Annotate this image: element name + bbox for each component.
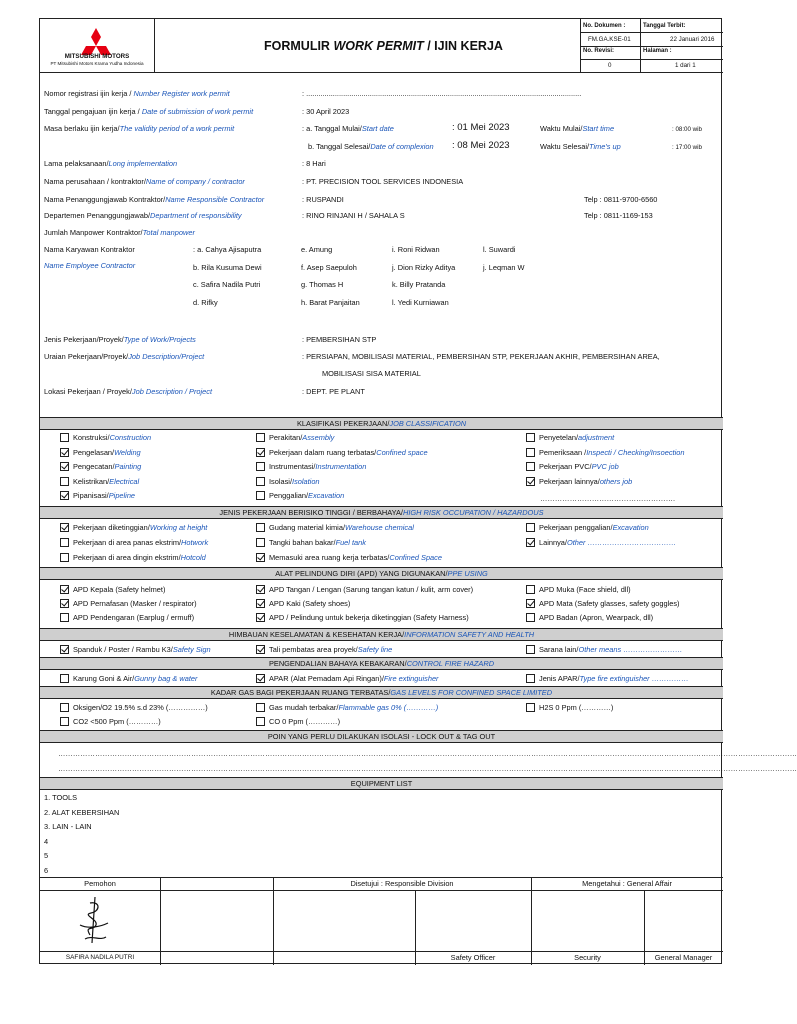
job_class-checkbox-7[interactable]	[256, 462, 265, 471]
job_class-label-id: Pengecatan/	[73, 462, 115, 471]
employee-name: l. Suwardi	[483, 245, 516, 254]
info_safety-label-1	[269, 646, 392, 655]
high_risk-label-id: Pekerjaan di area dingin ekstrim/	[73, 553, 181, 562]
high_risk-label-id: Gudang material kimia/	[269, 523, 345, 532]
ppe-label-id: APD Kepala (Safety helmet)	[73, 585, 166, 594]
job_class-label-id: Kelistrikan/	[73, 476, 110, 486]
high_risk-label-id: Tangki bahan bakar/	[269, 538, 336, 547]
ppe-label-2	[539, 586, 631, 595]
work-type-value: : PEMBERSIHAN STP	[302, 335, 377, 344]
job_class-label-id: Penyetelan/	[539, 433, 579, 442]
responsible-label: Nama Penanggungjawab Kontraktor/Name Responsible Contractor	[44, 195, 265, 204]
high_risk-label-1	[269, 524, 414, 533]
company-subsidiary: PT Mitsubishi Motors Krama Yudha Indonesia	[50, 61, 144, 66]
equipment-item: 1. TOOLS	[44, 793, 78, 802]
info_safety-label-en: Other means ……………………	[578, 645, 683, 654]
high_risk-label-id: Lainnya/	[539, 538, 567, 547]
job_class-label-id: Isolasi/	[269, 476, 293, 486]
job_class-checkbox-12[interactable]	[60, 491, 69, 500]
job_class-label-en: adjustment	[578, 433, 615, 442]
gas-checkbox-4[interactable]	[256, 717, 265, 726]
job_class-label-en: Electrical	[109, 476, 140, 486]
ppe-label-id: APD Pendengaran (Earplug / ermuff)	[73, 613, 195, 622]
high_risk-label-id: Pekerjaan di area panas ekstrim/	[73, 538, 182, 547]
job_class-checkbox-10[interactable]	[256, 477, 265, 486]
reg-value: : ......................................................................................................................................	[302, 89, 582, 98]
job_class-label-10	[269, 478, 320, 487]
gas-label-en: Flammable gas 0% (…………)	[338, 703, 439, 712]
info_safety-checkbox-0[interactable]	[60, 645, 69, 654]
ppe-label-3	[73, 600, 197, 609]
job_class-label-en: PVC job	[591, 462, 619, 471]
job_class-label-id: Pekerjaan PVC/	[539, 462, 592, 471]
start-time-label: Waktu Mulai/Start time	[540, 124, 615, 133]
high_risk-label-7	[269, 554, 442, 563]
end-time-label: Waktu Selesai/Time's up	[540, 142, 621, 151]
signature-scribble	[70, 895, 120, 947]
responsible-value: : RUSPANDI	[302, 195, 344, 204]
applicant-header: Pemohon	[84, 879, 116, 888]
gas-checkbox-3[interactable]	[60, 717, 69, 726]
job_class-label-12	[73, 492, 135, 501]
job_class-label-en: Inspecti / Checking/Insoection	[586, 447, 685, 457]
submission-label: Tanggal pengajuan ijin kerja / Date of submission of work permit	[44, 107, 254, 116]
employee-name: k. Billy Pratanda	[392, 280, 446, 289]
ppe-checkbox-5[interactable]	[526, 599, 535, 608]
work-type-label: Jenis Pekerjaan/Proyek/Type of Work/Projects	[44, 335, 196, 344]
job_class-label-4	[269, 449, 428, 458]
job_class-label-9	[73, 478, 139, 487]
equipment-item: 2. ALAT KEBERSIHAN	[44, 807, 120, 817]
department-label: Departemen Penanggungjawab/Department of responsibility	[44, 211, 242, 220]
section-ppe: ALAT PELINDUNG DIRI (APD) YANG DIGUNAKAN/PPE USING	[40, 567, 723, 580]
gas-label-3	[73, 718, 161, 727]
issued-label: Tanggal Terbit:	[643, 23, 686, 29]
equipment-item: 6	[44, 865, 49, 875]
fire-checkbox-2[interactable]	[526, 674, 535, 683]
job_class-checkbox-2[interactable]	[526, 433, 535, 442]
role-general-manager: General Manager	[654, 953, 713, 962]
high_risk-label-3	[73, 539, 208, 548]
employee-name: e. Amung	[301, 245, 333, 254]
info_safety-label-id: Sarana lain/	[539, 645, 579, 654]
gas-label-id: CO2 <500 Ppm (…………)	[73, 717, 161, 726]
employee-name: f. Asep Saepuloh	[301, 262, 357, 272]
form-title: FORMULIR WORK PERMIT / IJIN KERJA	[264, 39, 503, 53]
high_risk-label-en: Other ………………………………	[566, 538, 677, 547]
role-safety-officer: Safety Officer	[450, 953, 496, 962]
job_class-checkbox-6[interactable]	[60, 462, 69, 471]
job_class-label-13	[269, 492, 344, 501]
role-security: Security	[574, 953, 601, 962]
job_class-label-en: Isolation	[292, 476, 320, 486]
ppe-checkbox-8[interactable]	[526, 613, 535, 622]
end-date-label: b. Tanggal Selesai/Date of complexion	[308, 142, 434, 151]
job_class-checkbox-1[interactable]	[256, 433, 265, 442]
fire-label-2	[539, 675, 689, 684]
job_class-label-6	[73, 463, 141, 472]
gas-checkbox-0[interactable]	[60, 703, 69, 712]
high_risk-label-en: Fuel tank	[335, 538, 366, 547]
job_class-label-id: Konstruksi/	[73, 433, 110, 442]
section-job-classification: KLASIFIKASI PEKERJAAN/JOB CLASSIFICATION	[40, 417, 723, 430]
employee-name: b. Rila Kusuma Dewi	[193, 262, 262, 272]
ppe-label-id: APD Badan (Apron, Wearpack, dll)	[539, 613, 654, 622]
ppe-label-id: APD Pernafasan (Masker / respirator)	[73, 599, 197, 608]
high_risk-label-id: Memasuki area ruang kerja terbatas/	[269, 553, 390, 562]
high_risk-label-en: Excavation	[612, 523, 649, 532]
section-high-risk: JENIS PEKERJAAN BERISIKO TINGGI / BERBAHAYA/HIGH RISK OCCUPATION / HAZARDOUS	[40, 506, 723, 519]
fire-checkbox-0[interactable]	[60, 674, 69, 683]
department-value: : RINO RINJANI H / SAHALA S	[302, 211, 405, 220]
info_safety-label-en: Safety Sign	[172, 645, 211, 654]
end-time-value: : 17:00 wib	[672, 144, 702, 151]
job-desc-label: Uraian Pekerjaan/Proyek/Job Description/Project	[44, 352, 205, 361]
end-date-value: : 08 Mei 2023	[452, 140, 510, 151]
fire-label-id: APAR (Alat Pemadam Api Ringan)/	[269, 674, 384, 683]
job_class-label-en: others job	[599, 476, 633, 486]
fire-label-en: Gunny bag & water	[134, 674, 198, 683]
ppe-checkbox-6[interactable]	[60, 613, 69, 622]
duration-label: Lama pelaksanaan/Long implementation	[44, 159, 178, 168]
high_risk-label-4	[269, 539, 366, 548]
employees-label-en: Name Employee Contractor	[44, 261, 136, 270]
equipment-item: 5	[44, 851, 49, 860]
reg-label: Nomor registrasi ijin kerja / Number Register work permit	[44, 89, 230, 98]
lockout-line-1: …………………………………………………………………………………………………………………………………………………………………………………………………………………………………………………………………………	[58, 749, 797, 758]
ppe-label-1	[269, 586, 473, 595]
fire-checkbox-1[interactable]	[256, 674, 265, 683]
job_class-label-id: Perakitan/	[269, 433, 303, 442]
employee-name: g. Thomas H	[301, 280, 344, 289]
high_risk-label-en: Working at height	[149, 523, 208, 532]
job_class-label-id: Pekerjaan dalam ruang terbatas/	[269, 447, 377, 457]
issued-date: 22 Januari 2016	[670, 36, 715, 43]
high_risk-checkbox-2[interactable]	[526, 523, 535, 532]
ppe-label-id: APD / Pelindung untuk bekerja diketinggian (Safety Harness)	[269, 613, 469, 622]
location-label: Lokasi Pekerjaan / Proyek/Job Description / Project	[44, 387, 213, 396]
ppe-label-id: APD Muka (Face shield, dll)	[539, 585, 631, 594]
fire-label-0	[73, 675, 198, 684]
job_class-label-2	[539, 434, 614, 443]
section-equipment: EQUIPMENT LIST	[40, 777, 723, 790]
ppe-checkbox-1[interactable]	[256, 585, 265, 594]
employee-name: j. Leqman W	[483, 262, 525, 272]
high_risk-checkbox-0[interactable]	[60, 523, 69, 532]
fire-label-en: Fire extinguisher	[383, 674, 439, 683]
high_risk-checkbox-3[interactable]	[60, 538, 69, 547]
ppe-label-id: APD Kaki (Safety shoes)	[269, 599, 351, 608]
info_safety-checkbox-1[interactable]	[256, 645, 265, 654]
job_class-label-id: Pekerjaan lainnya/	[539, 476, 600, 486]
job_class-label-3	[73, 449, 141, 458]
gas-label-0	[73, 704, 208, 713]
job-class-other-dots: ……………………………………………….	[540, 494, 676, 503]
job_class-label-en: Instrumentation	[315, 462, 367, 471]
employee-name: j. Dion Rizky Aditya	[392, 262, 456, 272]
high_risk-label-6	[73, 554, 206, 563]
location-value: : DEPT. PE PLANT	[302, 387, 365, 396]
employee-name: l. Yedi Kurniawan	[392, 297, 449, 307]
section-lockout: POIN YANG PERLU DILAKUKAN ISOLASI - LOCK OUT & TAG OUT	[40, 730, 723, 743]
ppe-label-6	[73, 614, 194, 623]
ppe-checkbox-7[interactable]	[256, 613, 265, 622]
info_safety-label-2	[539, 646, 682, 655]
gas-label-2	[539, 704, 613, 713]
start-time-value: : 08:00 wib	[672, 126, 702, 133]
start-date-value: : 01 Mei 2023	[452, 122, 510, 133]
job_class-checkbox-13[interactable]	[256, 491, 265, 500]
gas-checkbox-1[interactable]	[256, 703, 265, 712]
page-no: 1 dari 1	[675, 62, 696, 69]
high_risk-label-en: Warehouse chemical	[345, 523, 414, 532]
submission-value: : 30 April 2023	[302, 107, 350, 116]
job_class-label-id: Penggalian/	[269, 491, 309, 500]
fire-label-id: Karung Goni & Air/	[73, 674, 135, 683]
info_safety-checkbox-2[interactable]	[526, 645, 535, 654]
info_safety-label-id: Tali pembatas area proyek/	[269, 645, 358, 654]
job_class-label-5	[539, 449, 684, 458]
company-label: Nama perusahaan / kontraktor/Name of company / contractor	[44, 177, 245, 186]
gas-label-id: Oksigen/O2 19.5% s.d 23% (……………)	[73, 703, 208, 712]
applicant-name: SAFIRA NADILA PUTRI	[65, 954, 135, 961]
high_risk-label-en: Hotcold	[180, 553, 206, 562]
manpower-label: Jumlah Manpower Kontraktor/Total manpower	[44, 228, 195, 237]
employee-name: c. Safira Nadila Putri	[193, 280, 261, 289]
ppe-label-0	[73, 586, 165, 595]
job_class-checkbox-3[interactable]	[60, 448, 69, 457]
job_class-label-id: Pemeriksaan /	[539, 447, 587, 457]
ppe-checkbox-0[interactable]	[60, 585, 69, 594]
high_risk-label-5	[539, 539, 676, 548]
high_risk-label-en: Hotwork	[181, 538, 209, 547]
company-value: : PT. PRECISION TOOL SERVICES INDONESIA	[302, 177, 464, 186]
section-safety-info: HIMBAUAN KESELAMATAN & KESEHATAN KERJA/INFORMATION SAFETY AND HEALTH	[40, 628, 723, 641]
responsible-phone: Telp : 0811-9700-6560	[584, 195, 658, 204]
fire-label-en: Type fire extinguisher ……………	[579, 674, 689, 683]
ppe-label-id: APD Mata (Safety glasses, safety goggles)	[539, 599, 680, 608]
equipment-item: 3. LAIN - LAIN	[44, 822, 92, 831]
info_safety-label-en: Safety line	[357, 645, 393, 654]
approved-header: Disetujui : Responsible Division	[350, 879, 454, 888]
job_class-checkbox-5[interactable]	[526, 448, 535, 457]
high_risk-label-2	[539, 524, 649, 533]
job_class-label-en: Construction	[109, 433, 152, 442]
ppe-label-7	[269, 614, 469, 623]
high_risk-label-id: Pekerjaan penggalian/	[539, 523, 613, 532]
employee-name: i. Roni Ridwan	[392, 245, 440, 254]
gas-label-id: CO 0 Ppm (…………)	[269, 717, 341, 726]
job_class-label-1	[269, 434, 334, 443]
gas-checkbox-2[interactable]	[526, 703, 535, 712]
job_class-label-en: Painting	[114, 462, 142, 471]
section-gas-levels: KADAR GAS BAGI PEKERJAAN RUANG TERBATAS/GAS LEVELS FOR CONFINED SPACE LIMITED	[40, 686, 723, 699]
department-phone: Telp : 0811-1169-153	[584, 211, 653, 220]
form-header	[40, 19, 723, 73]
gas-label-id: Gas mudah terbakar/	[269, 703, 339, 712]
section-fire-control: PENGENDALIAN BAHAYA KEBAKARAN/CONTROL FIRE HAZARD	[40, 657, 723, 670]
start-date-label: : a. Tanggal Mulai/Start date	[302, 124, 394, 133]
high_risk-checkbox-5[interactable]	[526, 538, 535, 547]
gas-label-1	[269, 704, 438, 713]
job_class-label-en: Pipeline	[108, 491, 136, 500]
work-permit-form	[39, 18, 797, 964]
fire-label-1	[269, 675, 439, 684]
job_class-label-id: Pengelasan/	[73, 447, 115, 457]
job-desc-value-1: : PERSIAPAN, MOBILISASI MATERIAL, PEMBERSIHAN STP, PEKERJAAN AKHIR, PEMBERSIHAN AREA,	[302, 352, 660, 361]
company-name: MITSUBISHI MOTORS	[64, 53, 130, 60]
ppe-label-4	[269, 600, 350, 609]
high_risk-checkbox-7[interactable]	[256, 553, 265, 562]
gas-label-4	[269, 718, 340, 727]
lockout-line-2: …………………………………………………………………………………………………………………………………………………………………………………………………………………………………………………………………………	[58, 764, 797, 773]
high_risk-checkbox-1[interactable]	[256, 523, 265, 532]
employee-name: : a. Cahya Ajisaputra	[193, 245, 262, 254]
job_class-label-en: Excavation	[308, 491, 345, 500]
job_class-checkbox-9[interactable]	[60, 477, 69, 486]
job_class-label-8	[539, 463, 619, 472]
high_risk-label-0	[73, 524, 207, 533]
employee-name: h. Barat Panjaitan	[301, 297, 360, 307]
doc-no-label: No. Dokumen :	[583, 23, 626, 29]
ppe-checkbox-4[interactable]	[256, 599, 265, 608]
ppe-checkbox-2[interactable]	[526, 585, 535, 594]
job_class-label-7	[269, 463, 366, 472]
job_class-label-0	[73, 434, 151, 443]
employee-name: d. Rifky	[193, 297, 218, 307]
ppe-label-id: APD Tangan / Lengan (Sarung tangan katun / kulit, arm cover)	[269, 585, 474, 594]
acknowledged-header: Mengetahui : General Affair	[582, 879, 672, 888]
job_class-checkbox-0[interactable]	[60, 433, 69, 442]
job_class-label-11	[539, 478, 632, 487]
equipment-item: 4	[44, 836, 49, 846]
doc-no: FM.GA.KSE-01	[588, 36, 631, 43]
high_risk-checkbox-4[interactable]	[256, 538, 265, 547]
job_class-label-en: Confined space	[376, 447, 428, 457]
info_safety-label-0	[73, 646, 211, 655]
job_class-checkbox-8[interactable]	[526, 462, 535, 471]
ppe-label-8	[539, 614, 653, 623]
high_risk-label-en: Confined Space	[389, 553, 442, 562]
ppe-label-5	[539, 600, 680, 609]
high_risk-checkbox-6[interactable]	[60, 553, 69, 562]
job_class-checkbox-11[interactable]	[526, 477, 535, 486]
job_class-label-id: Instrumentasi/	[269, 462, 316, 471]
employees-label: Nama Karyawan Kontraktor	[44, 245, 135, 254]
high_risk-label-id: Pekerjaan diketinggian/	[73, 523, 150, 532]
job_class-label-en: Welding	[114, 447, 141, 457]
page-label: Halaman :	[643, 48, 672, 54]
rev-label: No. Revisi:	[583, 48, 615, 54]
duration-value: : 8 Hari	[302, 159, 326, 168]
rev-no: 0	[608, 62, 612, 69]
job_class-label-en: Assembly	[302, 433, 335, 442]
job-desc-value-2: MOBILISASI SISA MATERIAL	[322, 369, 421, 378]
job_class-label-id: Pipanisasi/	[73, 491, 109, 500]
fire-label-id: Jenis APAR/	[539, 674, 580, 683]
info_safety-label-id: Spanduk / Poster / Rambu K3/	[73, 645, 173, 654]
ppe-checkbox-3[interactable]	[60, 599, 69, 608]
gas-label-id: H2S 0 Ppm (…………)	[539, 703, 614, 712]
job_class-checkbox-4[interactable]	[256, 448, 265, 457]
validity-label: Masa berlaku ijin kerja/The validity period of a work permit	[44, 124, 235, 133]
